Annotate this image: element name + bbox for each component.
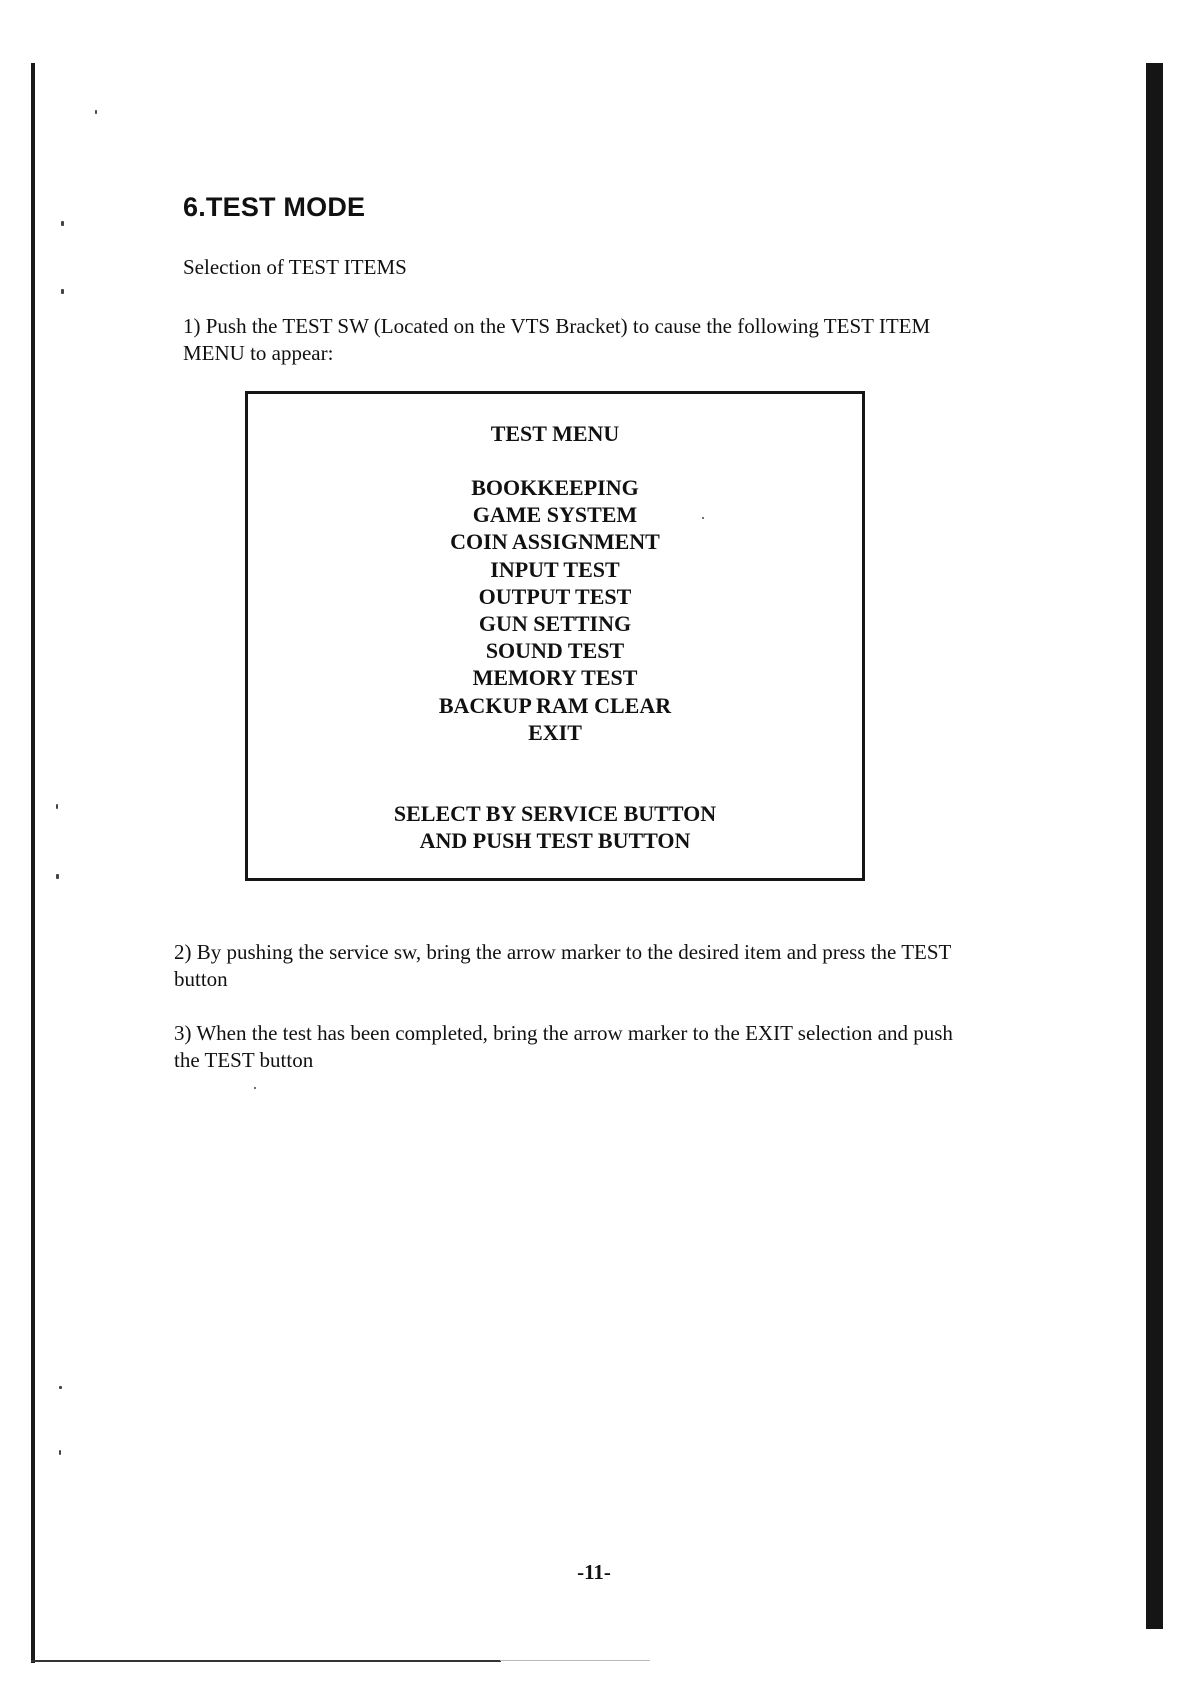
menu-item-memory-test: MEMORY TEST <box>472 665 638 691</box>
menu-item-input-test: INPUT TEST <box>490 556 620 582</box>
menu-item-bookkeeping: BOOKKEEPING <box>471 475 639 500</box>
selection-text: Selection of TEST ITEMS <box>183 255 407 279</box>
test-menu-title: TEST MENU <box>490 421 620 446</box>
section-heading: 6.TEST MODE <box>183 192 366 222</box>
page-number: -11- <box>577 1560 611 1584</box>
step-3-text: 3) When the test has been completed, bring the arrow marker to the EXIT selection and push the TEST button <box>174 1021 953 1072</box>
scan-speck <box>254 1087 256 1089</box>
menu-item-coin-assignment: COIN ASSIGNMENT <box>450 529 660 555</box>
scan-speck <box>95 110 97 114</box>
test-menu-box <box>245 391 865 881</box>
scan-speck <box>56 804 58 809</box>
scan-speck <box>61 221 64 226</box>
scan-speck <box>59 1386 62 1389</box>
instruction-line-2: AND PUSH TEST BUTTON <box>419 828 691 853</box>
bottom-margin-rule <box>31 1660 501 1662</box>
step-2-text: 2) By pushing the service sw, bring the arrow marker to the desired item and press the TEST button <box>174 940 952 991</box>
menu-item-output-test: OUTPUT TEST <box>478 583 632 609</box>
test-menu-list <box>248 474 862 746</box>
menu-item-sound-test: SOUND TEST <box>485 638 625 664</box>
bottom-margin-rule-faint <box>500 1660 650 1661</box>
menu-item-game-system: GAME SYSTEM <box>472 502 638 528</box>
instruction-line-1: SELECT BY SERVICE BUTTON <box>393 801 717 826</box>
scan-speck <box>59 1450 61 1455</box>
step-1-text: 1) Push the TEST SW (Located on the VTS Bracket) to cause the following TEST ITEM MENU to appear: <box>183 314 931 365</box>
left-margin-rule <box>31 63 35 1663</box>
menu-item-gun-setting: GUN SETTING <box>478 610 632 636</box>
scan-speck <box>61 289 64 294</box>
scan-speck <box>56 874 59 879</box>
menu-item-backup-ram-clear: BACKUP RAM CLEAR <box>438 692 672 718</box>
menu-item-exit: EXIT <box>528 719 582 745</box>
test-menu-instructions <box>248 800 862 854</box>
right-scan-edge <box>1146 63 1163 1629</box>
